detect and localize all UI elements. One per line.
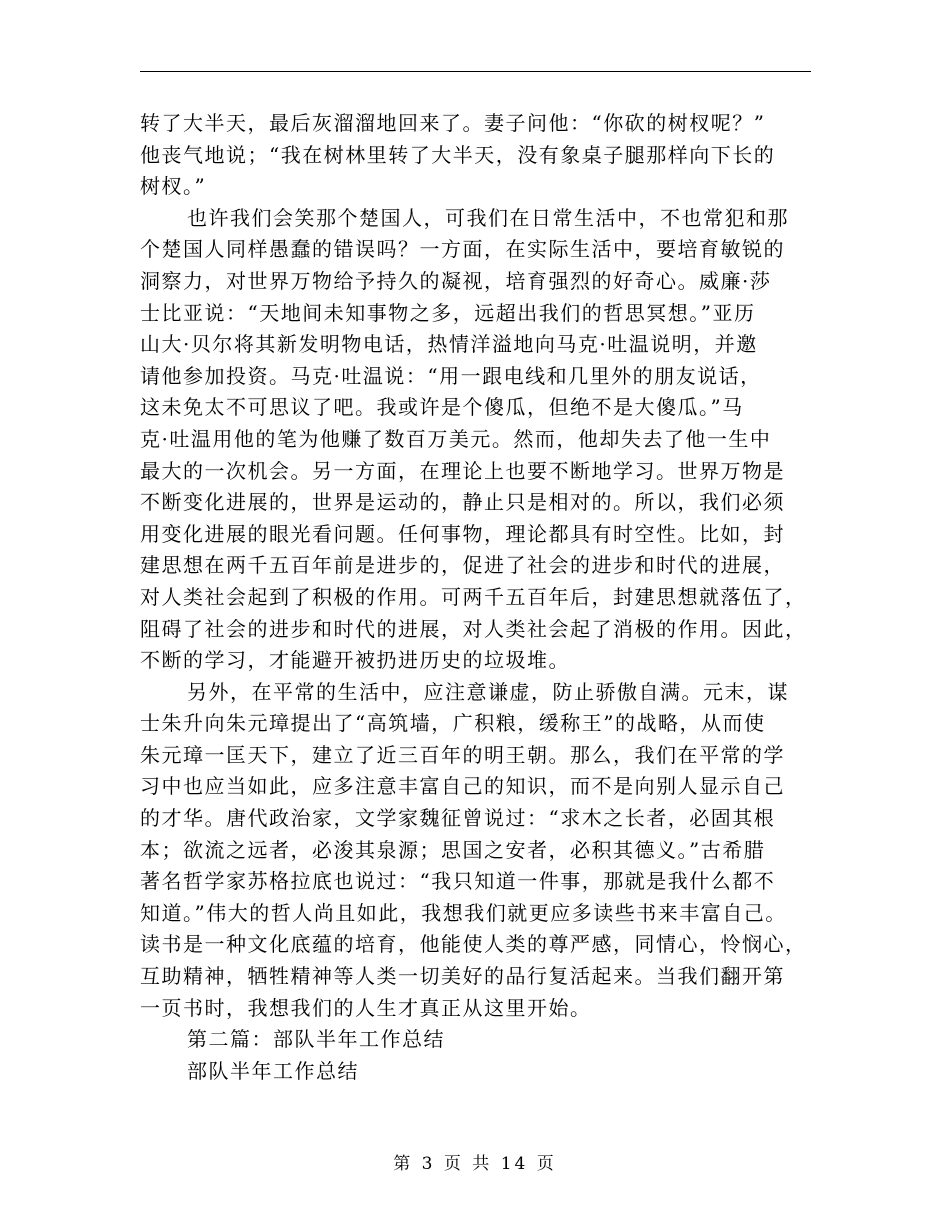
text-line: 互助精神，牺牲精神等人类一切美好的品行复活起来。当我们翻开第 bbox=[140, 964, 785, 989]
text-line: 山大·贝尔将其新发明物电话，热情洋溢地向马克·吐温说明，并邀 bbox=[140, 332, 758, 357]
text-line: 知道。”伟大的哲人尚且如此，我想我们就更应多读些书来丰富自己。 bbox=[140, 900, 787, 925]
text-line: 对人类社会起到了积极的作用。可两千五百年后，封建思想就落伍了， bbox=[140, 584, 807, 609]
text-line: 读书是一种文化底蕴的培育，他能使人类的尊严感，同情心，怜悯心， bbox=[140, 932, 807, 957]
text-line: 请他参加投资。马克·吐温说：“用一跟电线和几里外的朋友说话， bbox=[140, 363, 762, 388]
text-line: 转了大半天，最后灰溜溜地回来了。妻子问他：“你砍的树杈呢？” bbox=[140, 111, 766, 135]
header-rule bbox=[140, 71, 811, 72]
text-line: 不断变化进展的，世界是运动的，静止只是相对的。所以，我们必须 bbox=[140, 490, 785, 515]
text-line: 建思想在两千五百年前是进步的，促进了社会的进步和时代的进展， bbox=[140, 553, 785, 578]
text-line: 树杈。” bbox=[140, 174, 207, 199]
document-body bbox=[140, 108, 812, 1087]
text-line: 克·吐温用他的笔为他赚了数百万美元。然而，他却失去了他一生中 bbox=[140, 426, 772, 451]
text-line: 著名哲学家苏格拉底也说过：“我只知道一件事，那就是我什么都不 bbox=[140, 869, 776, 894]
text-line: 朱元璋一匡天下，建立了近三百年的明王朝。那么，我们在平常的学 bbox=[140, 742, 785, 767]
text-line: 他丧气地说；“我在树林里转了大半天，没有象桌子腿那样向下长的 bbox=[140, 142, 776, 167]
text-line: 本；欲流之远者，必浚其泉源；思国之安者，必积其德义。”古希腊 bbox=[140, 837, 766, 862]
text-line: 最大的一次机会。另一方面，在理论上也要不断地学习。世界万物是 bbox=[140, 458, 785, 483]
text-line: 一页书时，我想我们的人生才真正从这里开始。 bbox=[140, 995, 592, 1020]
section-subheading: 部队半年工作总结 bbox=[187, 1058, 359, 1083]
text-line: 习中也应当如此，应多注意丰富自己的知识，而不是向别人显示自己 bbox=[140, 774, 785, 799]
paragraph-start-line: 另外，在平常的生活中，应注意谦虚，防止骄傲自满。元末，谋 bbox=[187, 679, 789, 704]
text-line: 洞察力，对世界万物给予持久的凝视，培育强烈的好奇心。威廉·莎 bbox=[140, 268, 772, 293]
text-line: 不断的学习，才能避开被扔进历史的垃圾堆。 bbox=[140, 648, 570, 673]
text-line: 士朱升向朱元璋提出了“高筑墙，广积粮，缓称王”的战略，从而使 bbox=[140, 711, 766, 736]
text-line: 这未免太不可思议了吧。我或许是个傻瓜，但绝不是大傻瓜。”马 bbox=[140, 395, 744, 420]
paragraph-start-line: 也许我们会笑那个楚国人，可我们在日常生活中，不也常犯和那 bbox=[187, 205, 789, 230]
text-line: 的才华。唐代政治家，文学家魏征曾说过：“求木之长者，必固其根 bbox=[140, 806, 776, 831]
text-line: 个楚国人同样愚蠢的错误吗？一方面，在实际生活中，要培育敏锐的 bbox=[140, 237, 785, 262]
page-number-footer: 第 3 页 共 14 页 bbox=[393, 1154, 557, 1174]
text-line: 阻碍了社会的进步和时代的进展，对人类社会起了消极的作用。因此， bbox=[140, 616, 807, 641]
text-line: 士比亚说：“天地间未知事物之多，远超出我们的哲思冥想。”亚历 bbox=[140, 300, 756, 325]
text-line: 用变化进展的眼光看问题。任何事物，理论都具有时空性。比如，封 bbox=[140, 521, 785, 546]
section-heading: 第二篇：部队半年工作总结 bbox=[187, 1027, 445, 1052]
